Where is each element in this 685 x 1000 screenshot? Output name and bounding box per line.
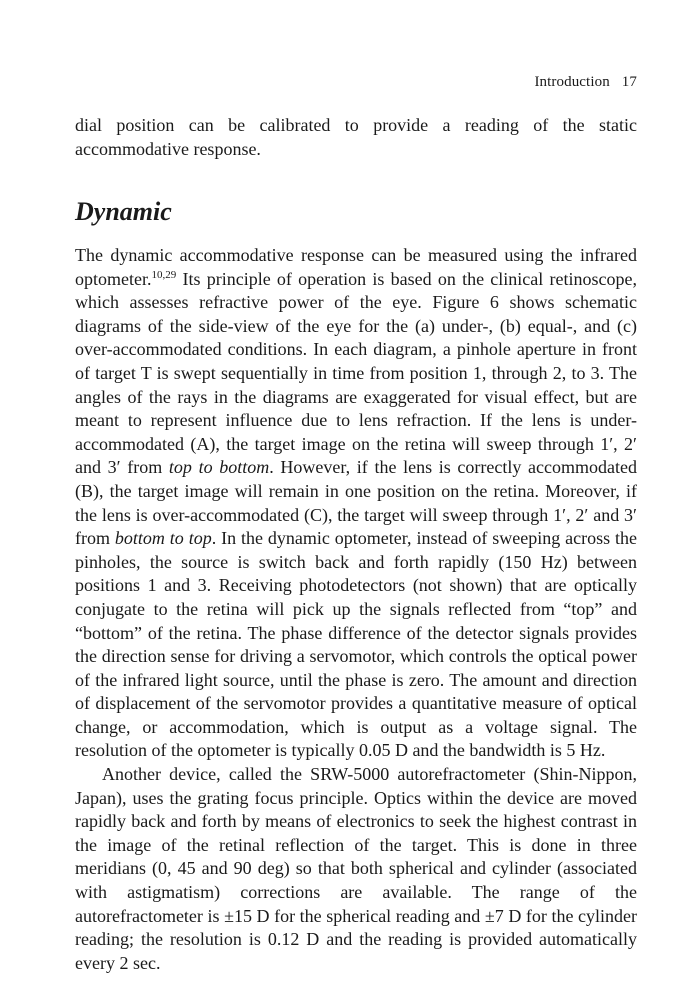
text-run: . However, if the lens is correctly accommodated (B), the target image will remain in one position on the retina. Moreover, if the lens is over-accommodated (C), the target will sweep through 1′, 2′ and 3′ from xyxy=(75,457,637,549)
section-body xyxy=(75,244,637,975)
paragraph-dynamic-optometer xyxy=(75,244,637,763)
running-head xyxy=(534,74,637,91)
citation-superscript: 10,29 xyxy=(151,268,177,281)
paragraph-autorefractometer: Another device, called the SRW-5000 autorefractometer (Shin-Nippon, Japan), uses the grating focus principle. Optics within the device are moved rapidly back and forth by means of electronics to seek the highest contrast in the image of the retinal reflection of the target. This is done in three meridians (0, 45 and 90 deg) so that both spherical and cylinder (associated with astigmatism) corrections are available. The range of the autorefractometer is ±15 D for the spherical reading and ±7 D for the cylinder reading; the resolution is 0.12 D and the reading is provided automatically every 2 sec. xyxy=(75,764,637,973)
text-run: The dynamic accommodative response can be measured using the infrared optometer. xyxy=(75,245,637,289)
page-number: 17 xyxy=(621,74,637,90)
emphasis-text: top to bottom xyxy=(168,457,270,478)
continuation-paragraph: dial position can be calibrated to provide a reading of the static accommodative response. xyxy=(75,115,637,159)
text-run: Its principle of operation is based on the clinical retinoscope, which assesses refractive power of the eye. Figure 6 shows schematic diagrams of the side-view of the eye for the (a) under-, (b) equal-, and (c) over-accommodated conditions. In each diagram, a pinhole aperture in front of target T is swept sequentially in time from position 1, through 2, to 3. The angles of the rays in the diagrams are exaggerated for visual effect, but are meant to represent influence due to lens refraction. If the lens is under-accommodated (A), the target image on the retina will sweep through 1′, 2′ and 3′ from xyxy=(75,268,637,478)
text-run: . In the dynamic optometer, instead of sweeping across the pinholes, the source is switch back and forth rapidly (150 Hz) between positions 1 and 3. Receiving photodetectors (not shown) that are optically conjugate to the retina will pick up the signals reflected from “top” and “bottom” of the retina. The phase difference of the detector signals provides the direction sense for driving a servomotor, which controls the optical power of the infrared light source, until the phase is zero. The amount and direction of displacement of the servomotor provides a quantitative measure of optical change, or accommodation, which is output as a voltage signal. The resolution of the optometer is typically 0.05 D and the bandwidth is 5 Hz. xyxy=(75,528,637,761)
section-heading: Dynamic xyxy=(75,197,172,226)
emphasis-text: bottom to top xyxy=(114,528,212,549)
running-head-title: Introduction xyxy=(534,74,610,90)
